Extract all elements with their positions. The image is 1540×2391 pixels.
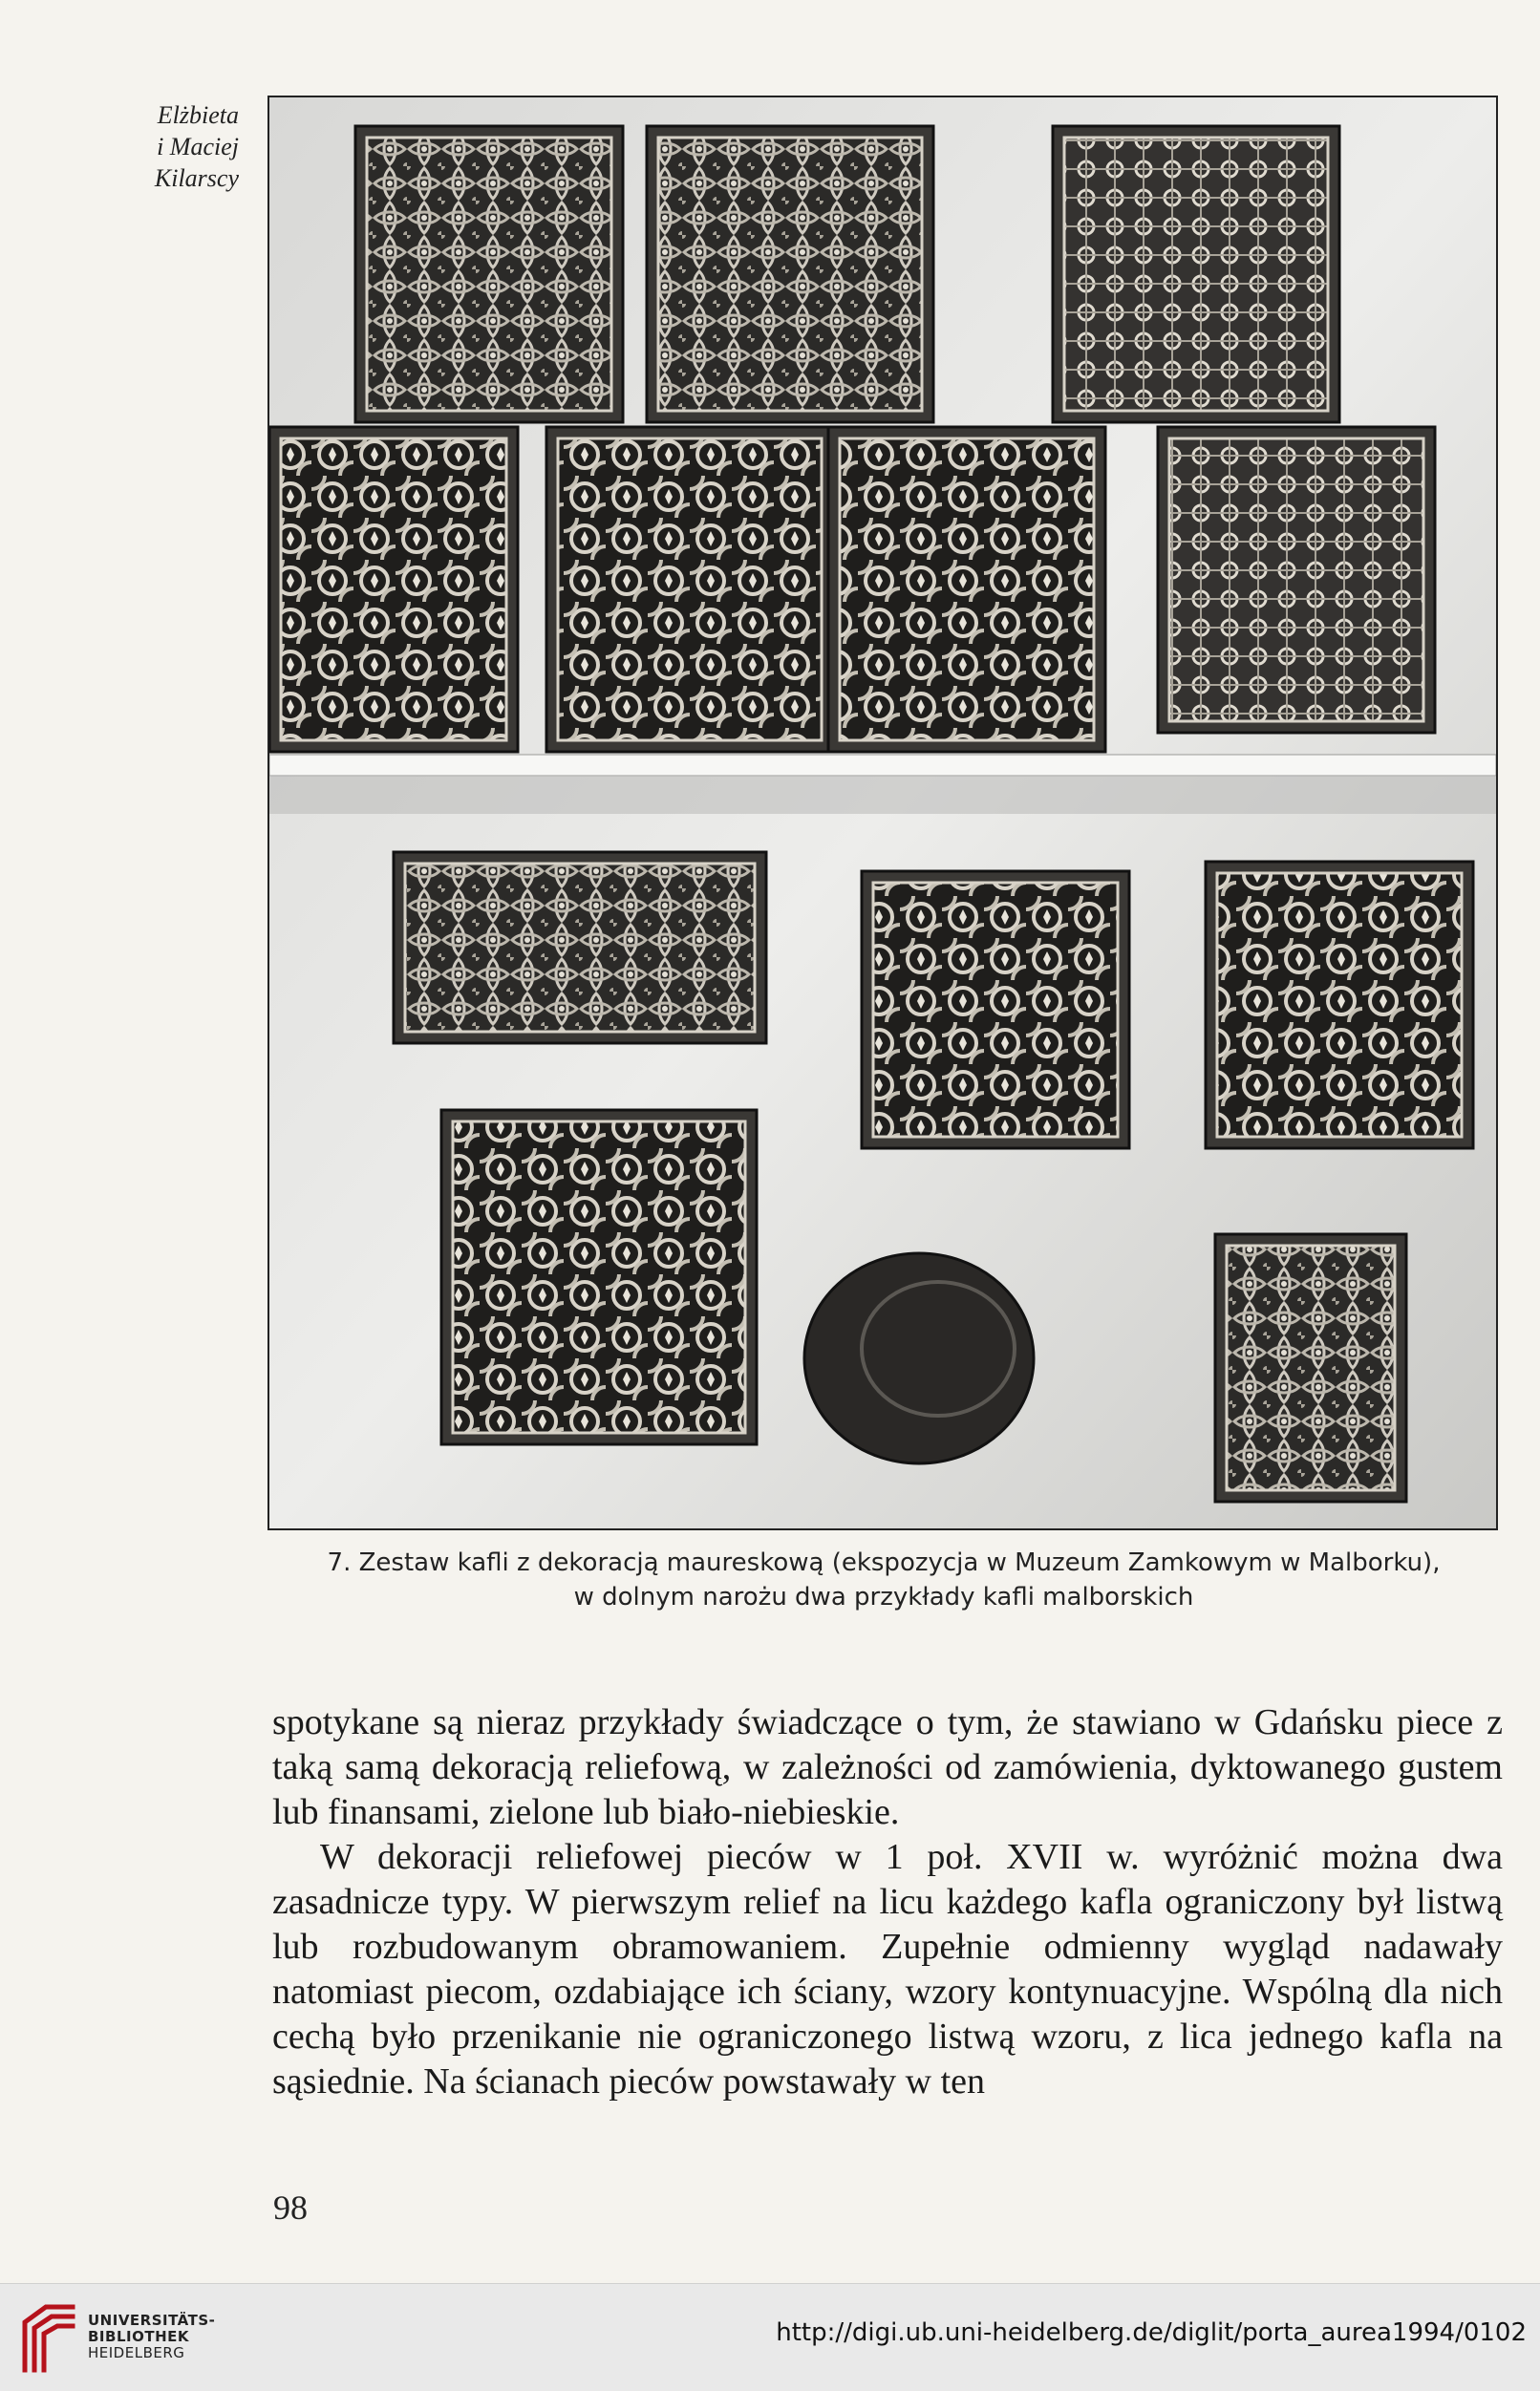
library-name-line: UNIVERSITÄTS- [88,2312,216,2329]
tile-ornament [1217,873,1462,1137]
page-number: 98 [273,2188,308,2227]
library-logo-icon [17,2303,78,2376]
tile-photo-illustration [269,97,1496,1528]
author-line: Elżbieta [157,101,239,129]
figure-caption [287,1546,1481,1614]
tile-ornament [1169,438,1423,721]
figure-photograph [267,96,1498,1530]
tile-ornament [281,438,506,740]
running-head-author [96,99,239,194]
library-name-line: BIBLIOTHEK [88,2328,189,2345]
author-line: Kilarscy [154,164,239,192]
frieze-tile-ornament [405,864,755,1032]
paragraph: W dekoracji reliefowej pieców w 1 poł. XVII w. wyróżnić można dwa zasadnicze typy. W pierwszym relief na licu każdego kafla ograniczony był listwą lub rozbudowanym obramowaniem. Zupełnie odmienny wygląd nadawały natomiast piecom, ozdabiające ich ściany, wzory kontynuacyjne. Wspólną dla nich cechą było przenikanie nie ograniczonego listwą wzoru, z lica jednego kafla na sąsiednie. Na ścianach pieców powstawały w ten [272,1837,1503,2102]
caption-line: 7. Zestaw kafli z dekoracją maureskową (ekspozycja w Muzeum Zamkowym w Malborku), [327,1548,1441,1577]
caption-line: w dolnym narożu dwa przykłady kafli malborskich [573,1583,1194,1612]
body-text [272,1700,1503,2104]
tile-ornament [840,438,1094,740]
paragraph: spotykane są nieraz przykłady świadczące o tym, że stawiano w Gdańsku piece z taką samą dekoracją reliefową, w zależności od zamówienia, dyktowanego gustem lub finansami, zielone lub biało-niebieskie. [272,1702,1503,1832]
tile-ornament [1064,138,1328,411]
source-url-link[interactable]: http://digi.ub.uni-heidelberg.de/diglit/porta_aurea1994/0102 [776,2318,1527,2347]
library-name-line: HEIDELBERG [88,2344,185,2361]
tile-ornament [873,883,1118,1137]
display-shelf [269,755,1496,776]
library-name [88,2313,215,2361]
fragment-tile-ornament [1227,1246,1395,1490]
tile-ornament [367,138,611,411]
tile-ornament [558,438,822,740]
library-footer [0,2283,1540,2391]
tile-ornament [453,1121,745,1433]
tile-ornament [658,138,922,411]
shelf-shadow [269,776,1496,814]
author-line: i Maciej [157,133,239,160]
